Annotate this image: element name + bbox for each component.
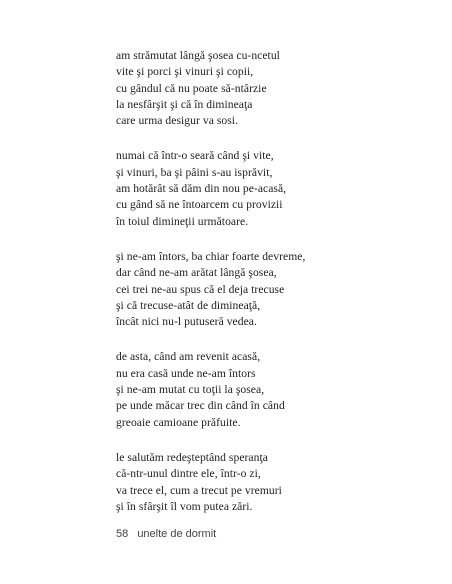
stanza-1: [116, 48, 416, 129]
stanza-5: [116, 450, 416, 515]
poem-line: în toiul dimineţii următoare.: [116, 214, 249, 228]
poem-line: şi în sfârşit îl vom putea zări.: [116, 499, 253, 513]
poem-line: şi ne-am întors, ba chiar foarte devreme,: [116, 249, 306, 263]
poem-line: la nesfârşit şi că în dimineaţa: [116, 97, 253, 111]
poem-line: cu gând să ne întoarcem cu provizii: [116, 198, 283, 212]
poem-line: de asta, când am revenit acasă,: [116, 350, 261, 364]
poem-line: că-ntr-unul dintre ele, într-o zi,: [116, 467, 261, 481]
page-number: 58: [116, 528, 129, 540]
stanza-2: [116, 148, 416, 229]
poem-line: greoaie camioane prăfuite.: [116, 415, 241, 429]
poem-line: numai că într-o seară când şi vite,: [116, 149, 274, 163]
poem-line: vite şi porci şi vinuri şi copii,: [116, 65, 254, 79]
poem-line: cu gândul că nu poate să-ntârzie: [116, 81, 267, 95]
stanza-3: [116, 249, 416, 330]
poem-line: care urma desigur va sosi.: [116, 114, 239, 128]
stanza-4: [116, 349, 416, 430]
poem-line: şi vinuri, ba şi pâini s-au isprăvit,: [116, 165, 273, 179]
poem-line: dar când ne-am arătat lângă şosea,: [116, 266, 277, 280]
poem-line: va trece el, cum a trecut pe vremuri: [116, 483, 282, 497]
poem-line: şi că trecuse-atât de dimineaţă,: [116, 298, 261, 312]
page-footer: [116, 528, 216, 540]
poem-line: le salutăm redeşteptând speranţa: [116, 450, 268, 464]
poem-body: [116, 48, 416, 534]
poem-line: cei trei ne-au spus că el deja trecuse: [116, 282, 285, 296]
poem-line: am hotărât să dăm din nou pe-acasă,: [116, 182, 287, 196]
running-title: unelte de dormit: [137, 528, 217, 540]
poem-line: şi ne-am mutat cu toţii la şosea,: [116, 383, 265, 397]
poem-line: nu era casă unde ne-am întors: [116, 366, 256, 380]
poem-line: încât nici nu-l putuseră vedea.: [116, 315, 257, 329]
poem-line: am strămutat lângă şosea cu-ncetul: [116, 49, 280, 62]
poem-line: pe unde măcar trec din când în când: [116, 399, 285, 413]
